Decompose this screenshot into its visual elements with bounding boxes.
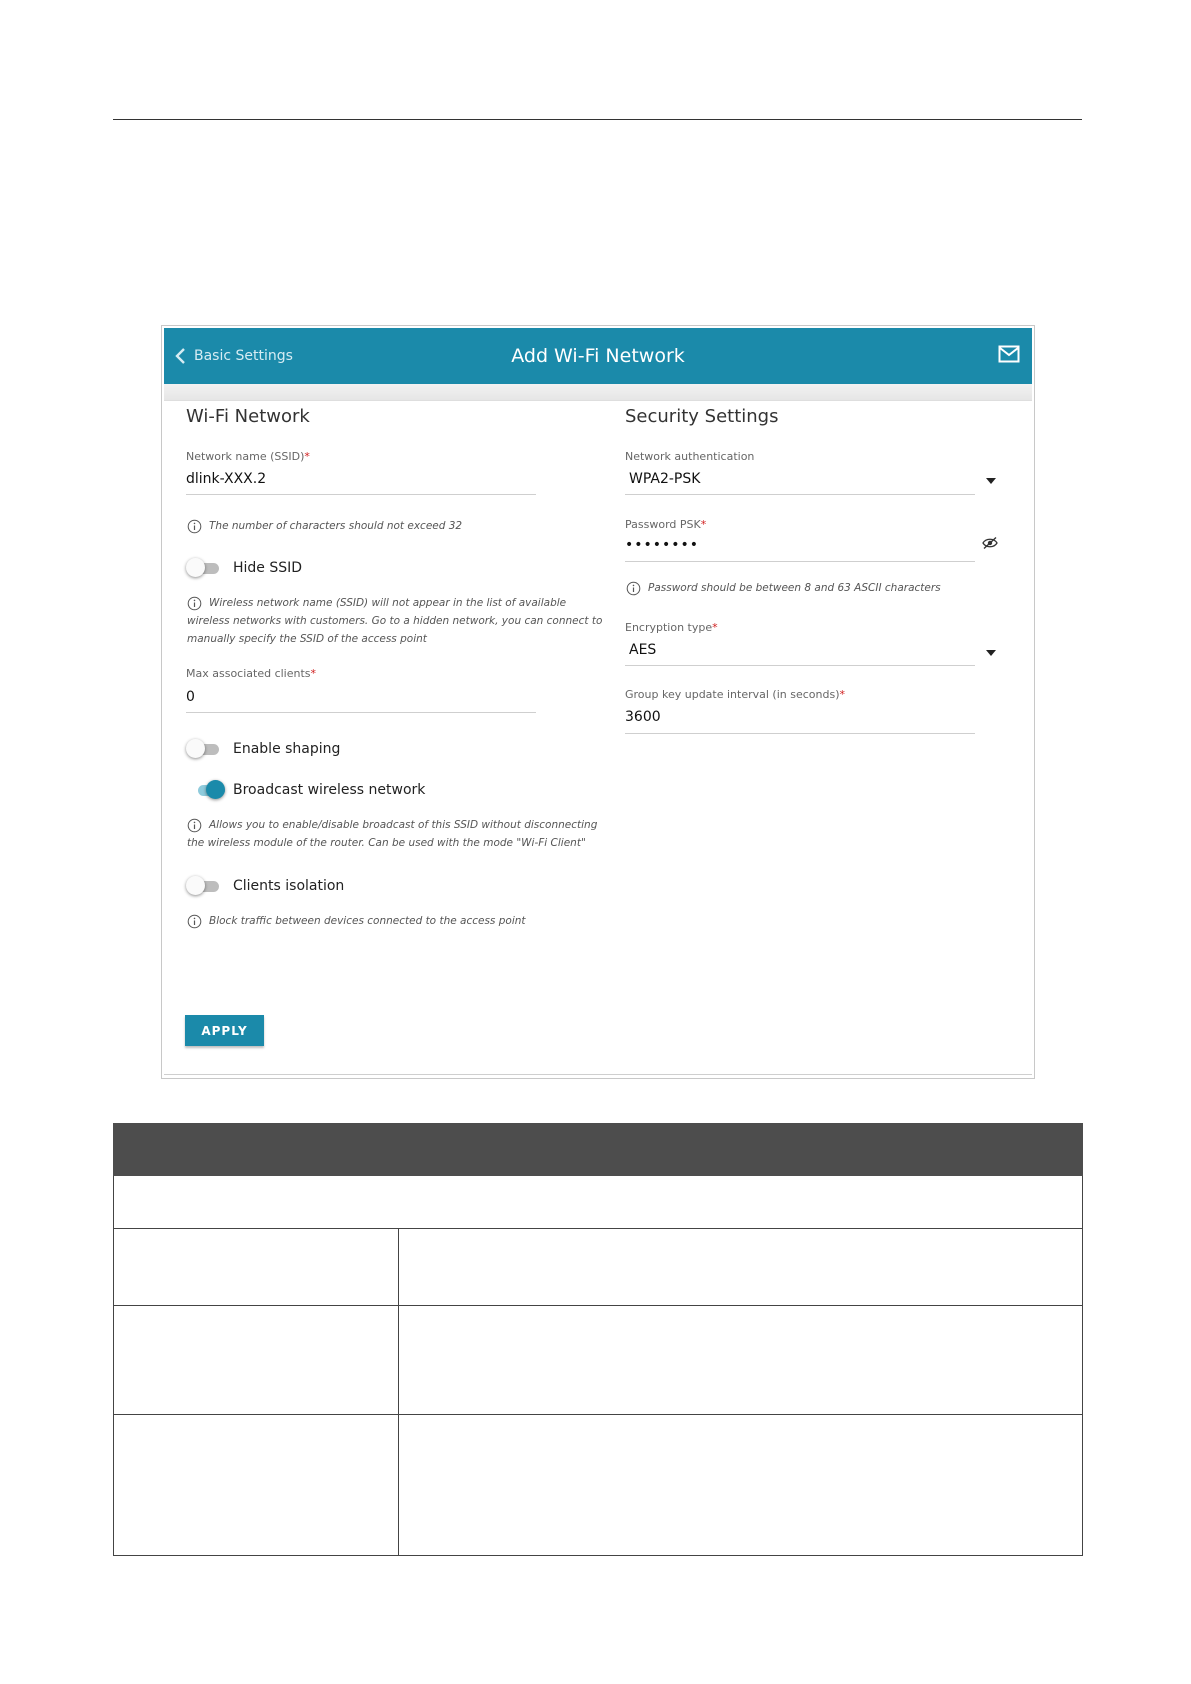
apply-button[interactable]: APPLY	[185, 1015, 264, 1046]
ssid-hint: The number of characters should not exceed 32	[209, 520, 463, 532]
chevron-left-icon	[174, 346, 188, 366]
info-icon	[626, 581, 641, 596]
encryption-type-select[interactable]: AES	[629, 642, 657, 658]
table-header	[113, 1123, 1083, 1176]
network-auth-select[interactable]: WPA2-PSK	[629, 471, 701, 487]
password-psk-input[interactable]: ••••••••	[625, 537, 700, 553]
enable-shaping-label: Enable shaping	[233, 741, 341, 757]
table-section-row	[113, 1176, 1083, 1229]
info-icon	[187, 596, 202, 611]
dropdown-arrow-icon[interactable]	[986, 478, 996, 484]
eye-off-icon[interactable]	[982, 536, 998, 550]
max-clients-input[interactable]: 0	[186, 689, 195, 705]
page-header-rule	[113, 119, 1082, 120]
clients-isolation-label: Clients isolation	[233, 878, 345, 894]
max-clients-label: Max associated clients*	[186, 667, 317, 680]
broadcast-wireless-label: Broadcast wireless network	[233, 782, 426, 798]
header-shadow	[164, 384, 1032, 401]
password-psk-underline	[625, 561, 975, 562]
group-key-underline	[625, 733, 975, 734]
info-icon	[187, 519, 202, 534]
hide-ssid-hint-line1: Wireless network name (SSID) will not appear in the list of available	[209, 597, 567, 609]
back-label: Basic Settings	[194, 348, 293, 364]
broadcast-wireless-toggle[interactable]	[192, 780, 226, 800]
enable-shaping-toggle[interactable]	[186, 739, 220, 759]
hide-ssid-toggle[interactable]	[186, 558, 220, 578]
max-clients-underline	[186, 712, 536, 713]
password-psk-label: Password PSK*	[625, 518, 707, 531]
clients-isolation-toggle[interactable]	[186, 876, 220, 896]
back-button[interactable]	[174, 328, 293, 384]
broadcast-hint-line2: the wireless module of the router. Can be used with the mode "Wi-Fi Client"	[187, 837, 586, 849]
envelope-icon[interactable]	[998, 345, 1020, 363]
screenshot-bottom-line	[164, 1074, 1032, 1075]
page-title: Add Wi-Fi Network	[511, 345, 685, 367]
hide-ssid-hint-line2: wireless networks with customers. Go to a hidden network, you can connect to	[187, 615, 603, 627]
ssid-underline	[186, 494, 536, 495]
table-row	[113, 1305, 1083, 1415]
group-key-input[interactable]: 3600	[625, 709, 661, 725]
table-row	[113, 1414, 1083, 1556]
router-settings-screenshot	[161, 325, 1035, 1079]
info-icon	[187, 914, 202, 929]
network-auth-label: Network authentication	[625, 450, 755, 463]
isolation-hint: Block traffic between devices connected to the access point	[209, 915, 526, 927]
network-auth-underline	[625, 494, 975, 495]
table-row	[113, 1228, 1083, 1306]
broadcast-hint-line1: Allows you to enable/disable broadcast of this SSID without disconnecting	[209, 819, 598, 831]
security-settings-title: Security Settings	[625, 406, 779, 427]
ssid-label: Network name (SSID)*	[186, 450, 310, 463]
password-psk-hint: Password should be between 8 and 63 ASCII characters	[648, 582, 941, 594]
wifi-network-title: Wi-Fi Network	[186, 406, 310, 427]
top-bar	[164, 328, 1032, 384]
encryption-type-underline	[625, 665, 975, 666]
info-icon	[187, 818, 202, 833]
dropdown-arrow-icon[interactable]	[986, 650, 996, 656]
hide-ssid-hint-line3: manually specify the SSID of the access point	[187, 633, 427, 645]
group-key-label: Group key update interval (in seconds)*	[625, 688, 845, 701]
encryption-type-label: Encryption type*	[625, 621, 718, 634]
ssid-input[interactable]: dlink-XXX.2	[186, 471, 267, 487]
hide-ssid-label: Hide SSID	[233, 560, 303, 576]
